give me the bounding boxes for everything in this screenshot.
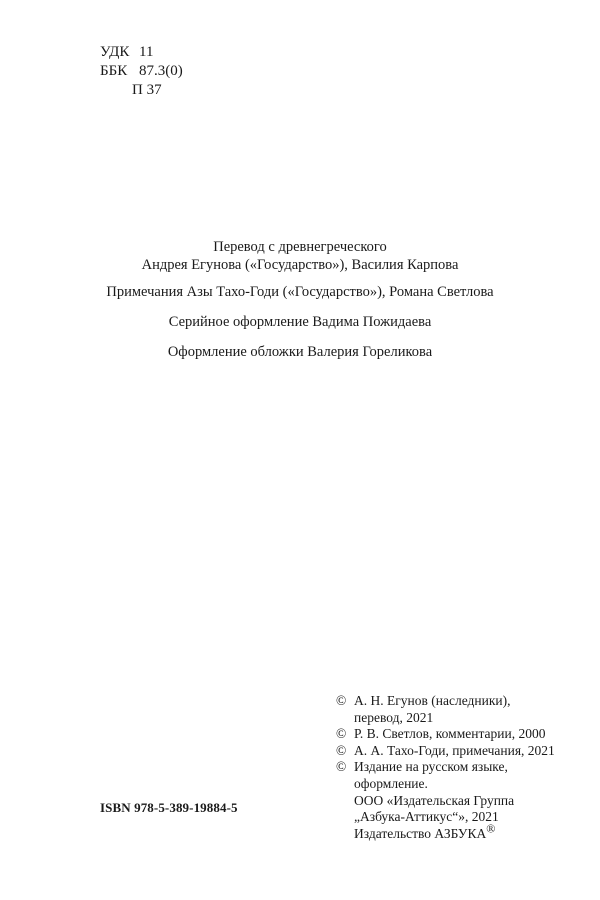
author-mark: П 37: [132, 82, 162, 98]
cover-design-credit: Оформление обложки Валерия Гореликова: [167, 344, 433, 360]
copyright-entry: [336, 743, 586, 760]
credits-block: [0, 238, 600, 361]
copyright-symbol: ©: [336, 742, 347, 758]
copyright-text: Р. В. Светлов, комментарии, 2000: [354, 726, 546, 742]
copyright-block: [336, 693, 586, 842]
udk-value: 11: [139, 44, 154, 60]
copyright-entry: [336, 726, 586, 743]
copyright-symbol: ©: [336, 726, 347, 742]
publisher-name: Издательство АЗБУКА: [354, 825, 487, 841]
copyright-text: А. А. Тахо-Годи, примечания, 2021: [354, 742, 555, 758]
isbn: ISBN 978-5-389-19884-5: [100, 800, 238, 815]
bbk-label: ББК: [100, 63, 128, 79]
udk-row: [100, 43, 183, 62]
classification-block: [100, 43, 183, 100]
translation-line-2: Андрея Егунова («Государство»), Василия Карпова: [141, 257, 459, 273]
copyright-entry: [336, 693, 586, 710]
copyright-continuation: „Азбука-Аттикус“», 2021: [354, 809, 499, 825]
copyright-continuation: перевод, 2021: [354, 709, 434, 725]
copyright-text: Издание на русском языке,: [354, 759, 508, 775]
translation-line-1: Перевод с древнегреческого: [213, 239, 387, 255]
notes-credit: Примечания Азы Тахо-Годи («Государство»), Романа Светлова: [106, 284, 494, 300]
copyright-continuation: оформление.: [354, 775, 428, 791]
series-design-credit: Серийное оформление Вадима Пожидаева: [168, 314, 432, 330]
bbk-row: [100, 62, 183, 81]
author-mark-row: [100, 81, 183, 100]
registered-mark: ®: [486, 821, 496, 836]
copyright-text: А. Н. Егунов (наследники),: [354, 693, 511, 708]
udk-label: УДК: [100, 44, 130, 60]
copyright-entry: [336, 759, 586, 776]
bbk-value: 87.3(0): [139, 63, 183, 79]
copyright-continuation: ООО «Издательская Группа: [354, 792, 515, 808]
publisher-name-line: [336, 821, 586, 843]
copyright-symbol: ©: [336, 693, 347, 708]
copyright-symbol: ©: [336, 759, 347, 775]
